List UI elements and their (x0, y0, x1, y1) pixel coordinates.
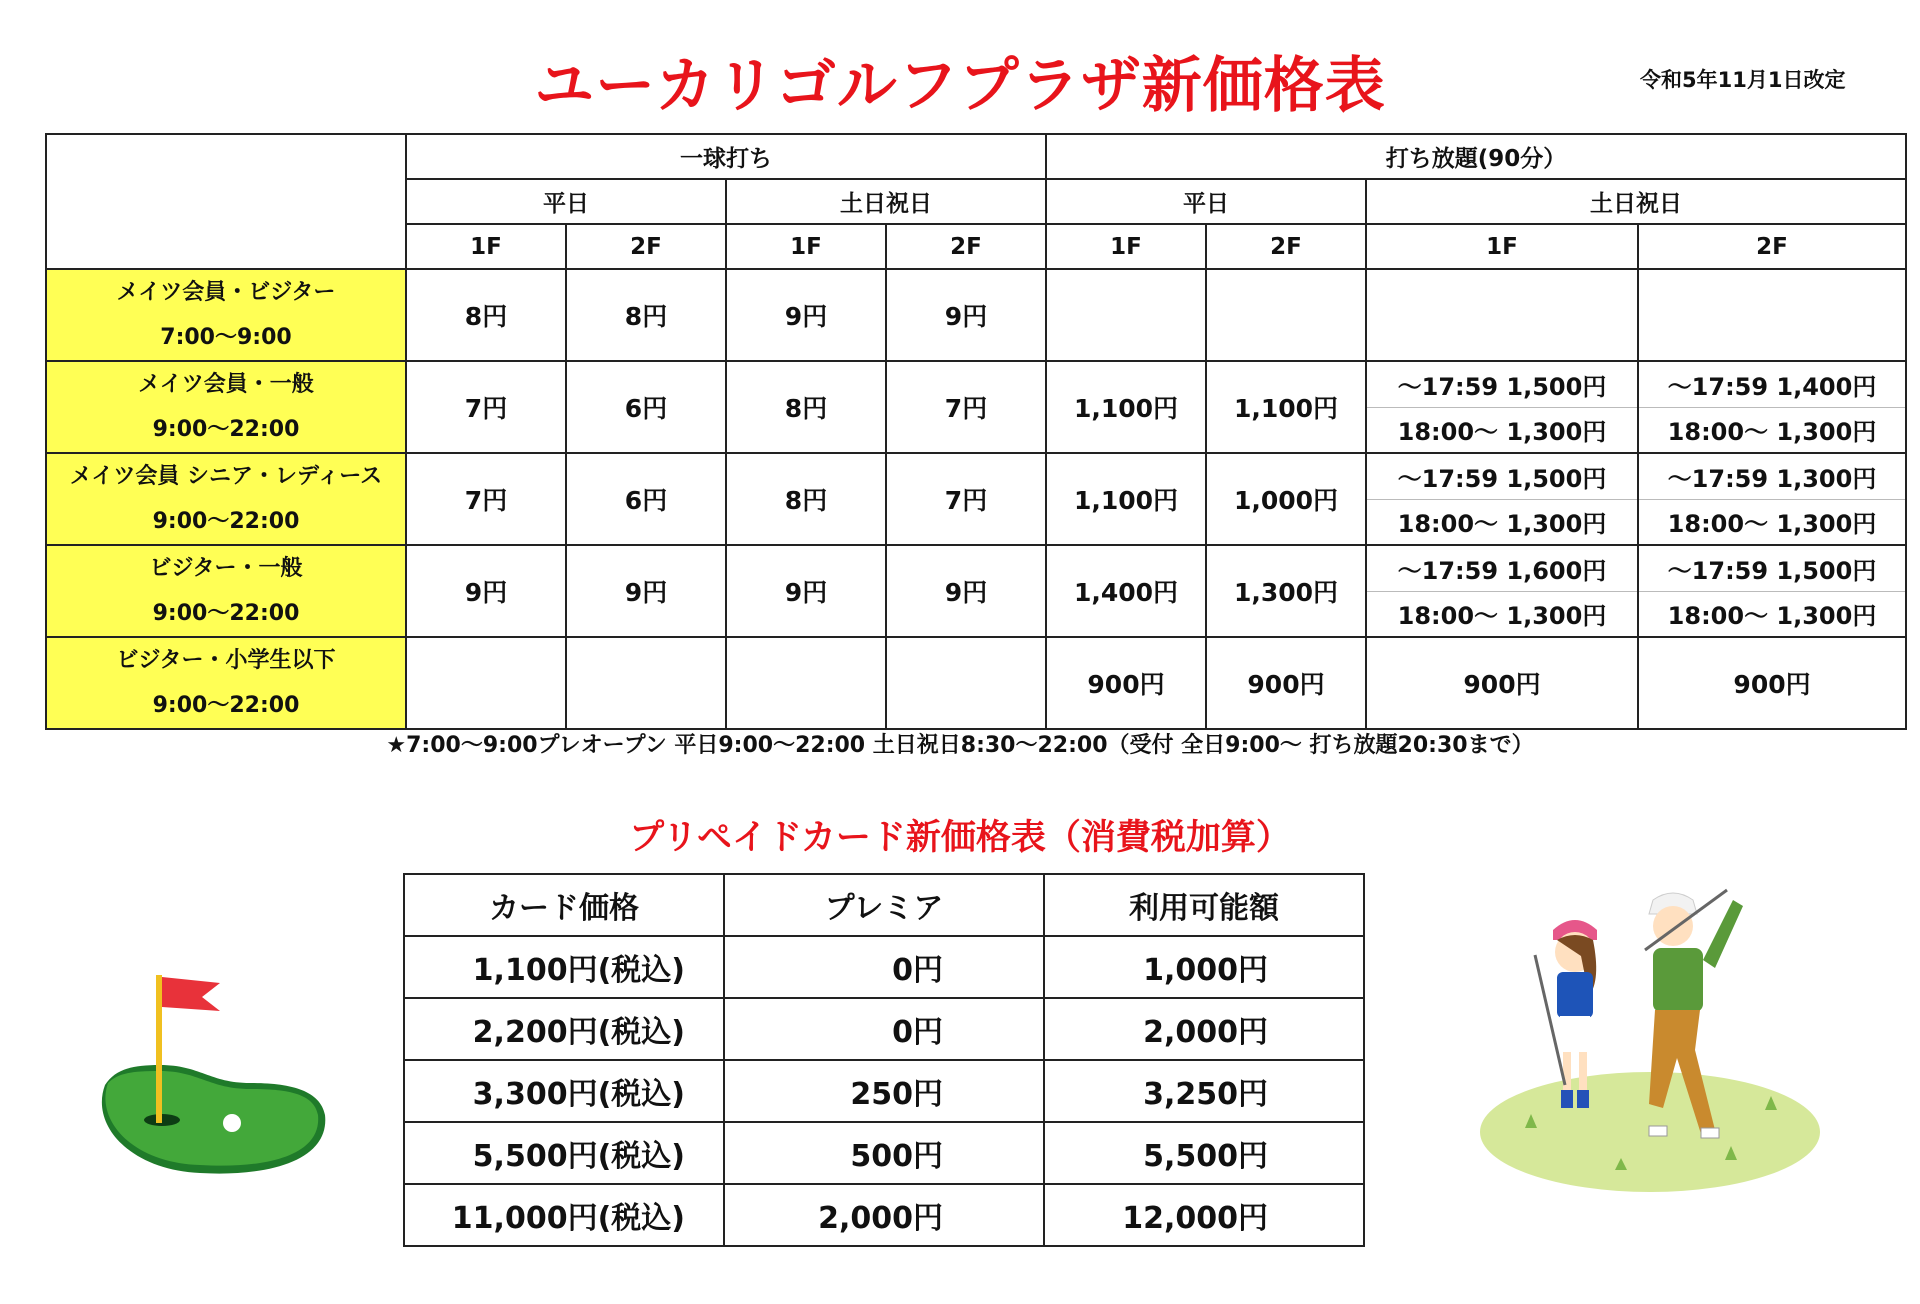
card-price-cell: 2,200円(税込) (404, 998, 724, 1060)
price-cell: 1,000円 (1206, 453, 1366, 545)
time-price-cell: 18:00～ 1,300円 (1638, 407, 1906, 453)
price-cell: 8円 (566, 269, 726, 361)
price-cell: 9円 (726, 545, 886, 637)
premium-cell: 2,000円 (724, 1184, 1044, 1246)
price-cell: 8円 (726, 361, 886, 453)
card-price-cell: 11,000円(税込) (404, 1184, 724, 1246)
header-floor: 2F (1638, 224, 1906, 269)
header-floor: 2F (1206, 224, 1366, 269)
price-cell: 7円 (406, 453, 566, 545)
time-price-cell: 18:00～ 1,300円 (1366, 591, 1638, 637)
header-floor: 1F (726, 224, 886, 269)
price-cell (886, 637, 1046, 729)
price-cell: 9円 (886, 545, 1046, 637)
price-cell: 1,100円 (1046, 361, 1206, 453)
price-cell: 900円 (1366, 637, 1638, 729)
usable-amount-cell: 12,000円 (1044, 1184, 1364, 1246)
price-cell: 6円 (566, 361, 726, 453)
price-cell (1206, 269, 1366, 361)
header-single-ball: 一球打ち (406, 134, 1046, 179)
price-cell: 900円 (1206, 637, 1366, 729)
member-type-cell (46, 269, 406, 361)
member-type-name: メイツ会員・一般 (138, 372, 314, 397)
price-cell: 1,300円 (1206, 545, 1366, 637)
table-row (404, 1060, 1364, 1122)
revision-date: 令和5年11月1日改定 (1640, 68, 1846, 92)
golfers-illustration-icon (1465, 870, 1825, 1200)
header-weekend: 土日祝日 (1366, 179, 1906, 224)
header-usable-amount: 利用可能額 (1044, 874, 1364, 936)
member-type-time: 9:00～22:00 (152, 601, 300, 626)
price-table (45, 133, 1907, 730)
member-type-name: ビジター・小学生以下 (116, 648, 336, 673)
time-price-cell: 18:00～ 1,300円 (1366, 499, 1638, 545)
price-cell: 9円 (726, 269, 886, 361)
time-price-cell: ～17:59 1,500円 (1366, 361, 1638, 407)
member-type-time: 7:00～9:00 (160, 325, 292, 350)
price-cell: 8円 (726, 453, 886, 545)
usable-amount-cell: 2,000円 (1044, 998, 1364, 1060)
member-type-time: 9:00～22:00 (152, 693, 300, 718)
prepaid-title: プリペイドカード新価格表（消費税加算） (629, 818, 1291, 858)
price-cell: 1,100円 (1206, 361, 1366, 453)
member-type-time: 9:00～22:00 (152, 509, 300, 534)
header-floor: 2F (886, 224, 1046, 269)
price-cell: 1,400円 (1046, 545, 1206, 637)
price-cell: 1,100円 (1046, 453, 1206, 545)
price-cell: 7円 (406, 361, 566, 453)
table-row (404, 936, 1364, 998)
premium-cell: 250円 (724, 1060, 1044, 1122)
header-premium: プレミア (724, 874, 1044, 936)
premium-cell: 0円 (724, 998, 1044, 1060)
golf-green-flag-icon (90, 965, 340, 1180)
header-card-price: カード価格 (404, 874, 724, 936)
price-cell: 900円 (1046, 637, 1206, 729)
member-type-name: メイツ会員 シニア・レディース (69, 464, 383, 489)
price-cell (726, 637, 886, 729)
time-price-cell: 18:00～ 1,300円 (1638, 499, 1906, 545)
card-price-cell: 3,300円(税込) (404, 1060, 724, 1122)
member-type-cell (46, 545, 406, 637)
corner-cell (46, 134, 406, 269)
price-cell (406, 637, 566, 729)
card-price-cell: 5,500円(税込) (404, 1122, 724, 1184)
member-type-cell (46, 637, 406, 729)
time-price-cell: ～17:59 1,300円 (1638, 453, 1906, 499)
time-price-cell: 18:00～ 1,300円 (1638, 591, 1906, 637)
price-cell: 9円 (406, 545, 566, 637)
hours-note: ★7:00～9:00プレオープン 平日9:00～22:00 土日祝日8:30～22:00（受付 全日9:00～ 打ち放題20:30まで） (386, 733, 1534, 758)
usable-amount-cell: 1,000円 (1044, 936, 1364, 998)
header-weekday: 平日 (1046, 179, 1366, 224)
price-cell: 900円 (1638, 637, 1906, 729)
table-row (404, 998, 1364, 1060)
table-row (404, 1184, 1364, 1246)
table-row (404, 1122, 1364, 1184)
price-cell: 9円 (886, 269, 1046, 361)
header-floor: 2F (566, 224, 726, 269)
member-type-cell (46, 361, 406, 453)
member-type-name: メイツ会員・ビジター (116, 280, 336, 305)
price-cell (566, 637, 726, 729)
page-title: ユーカリゴルフプラザ新価格表 (534, 51, 1386, 121)
price-cell (1046, 269, 1206, 361)
price-cell: 7円 (886, 453, 1046, 545)
header-floor: 1F (406, 224, 566, 269)
time-price-cell: ～17:59 1,400円 (1638, 361, 1906, 407)
price-cell: 7円 (886, 361, 1046, 453)
prepaid-table (403, 873, 1365, 1247)
header-weekday: 平日 (406, 179, 726, 224)
time-price-cell: ～17:59 1,500円 (1366, 453, 1638, 499)
time-price-cell: ～17:59 1,600円 (1366, 545, 1638, 591)
header-floor: 1F (1366, 224, 1638, 269)
header-floor: 1F (1046, 224, 1206, 269)
price-cell: 8円 (406, 269, 566, 361)
header-unlimited: 打ち放題(90分） (1046, 134, 1906, 179)
time-price-cell: ～17:59 1,500円 (1638, 545, 1906, 591)
premium-cell: 0円 (724, 936, 1044, 998)
price-cell: 6円 (566, 453, 726, 545)
price-cell (1366, 269, 1638, 361)
usable-amount-cell: 3,250円 (1044, 1060, 1364, 1122)
price-cell (1638, 269, 1906, 361)
member-type-time: 9:00～22:00 (152, 417, 300, 442)
premium-cell: 500円 (724, 1122, 1044, 1184)
card-price-cell: 1,100円(税込) (404, 936, 724, 998)
price-cell: 9円 (566, 545, 726, 637)
member-type-name: ビジター・一般 (149, 556, 303, 581)
header-weekend: 土日祝日 (726, 179, 1046, 224)
usable-amount-cell: 5,500円 (1044, 1122, 1364, 1184)
member-type-cell (46, 453, 406, 545)
time-price-cell: 18:00～ 1,300円 (1366, 407, 1638, 453)
